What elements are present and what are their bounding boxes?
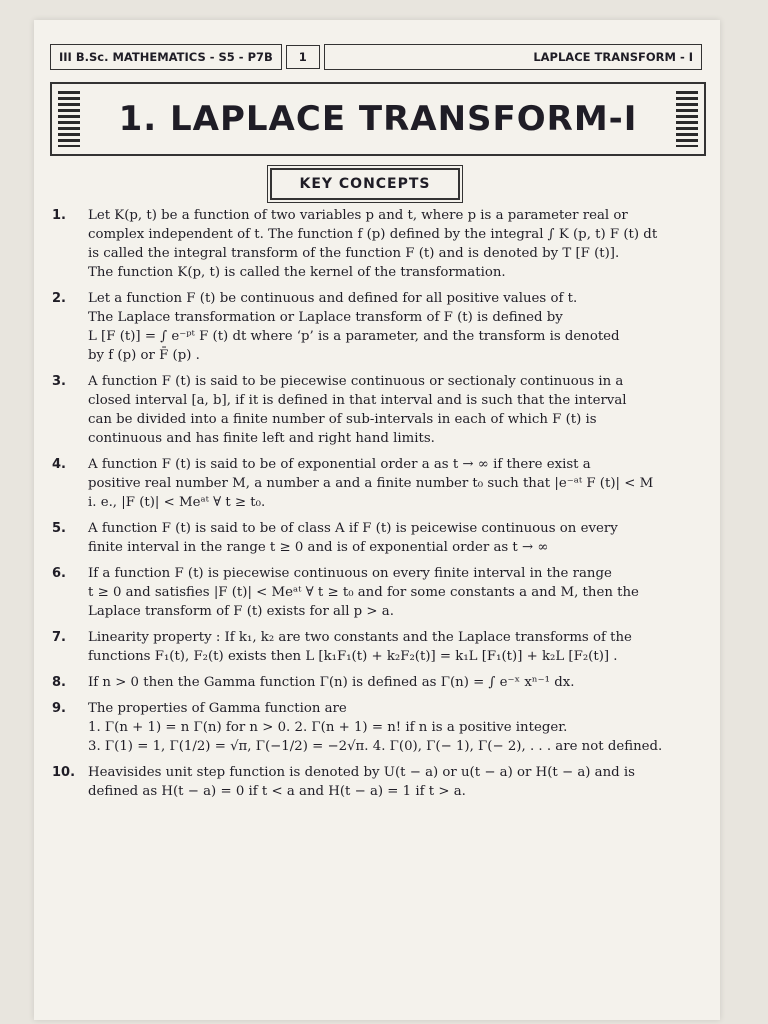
- item-line: finite interval in the range t ≥ 0 and is of exponential order as t → ∞: [88, 540, 549, 555]
- item-text: [88, 673, 708, 692]
- concept-item: [48, 372, 708, 448]
- item-line: The function K(p, t) is called the kernel of the transformation.: [88, 265, 506, 280]
- decorative-stripes-right: [676, 91, 698, 147]
- item-number: 8.: [52, 675, 66, 690]
- decorative-stripes-left: [58, 91, 80, 147]
- item-number: 4.: [52, 457, 66, 472]
- item-line: functions F₁(t), F₂(t) exists then L [k₁F₁(t) + k₂F₂(t)] = k₁L [F₁(t)] + k₂L [F₂(t)] .: [88, 649, 618, 664]
- item-line: A function F (t) is said to be piecewise continuous or sectionaly continuous in a: [88, 374, 624, 389]
- item-line: continuous and has finite left and right hand limits.: [88, 431, 435, 446]
- key-concepts-heading: KEY CONCEPTS: [270, 168, 460, 200]
- concept-item: [48, 673, 708, 692]
- document-page: [34, 20, 720, 1020]
- chapter-title: 1. LAPLACE TRANSFORM-I: [118, 99, 638, 139]
- item-line: Heavisides unit step function is denoted by U(t − a) or u(t − a) or H(t − a) and is: [88, 765, 635, 780]
- item-line: 1. Γ(n + 1) = n Γ(n) for n > 0. 2. Γ(n + 1) = n! if n is a positive integer.: [88, 720, 568, 735]
- item-number: 2.: [52, 291, 66, 306]
- item-line: L [F (t)] = ∫ e⁻ᵖᵗ F (t) dt where ‘p’ is a parameter, and the transform is denoted: [88, 329, 620, 344]
- item-text: [88, 519, 708, 557]
- item-line: by f (p) or F̄ (p) .: [88, 348, 200, 363]
- item-text: [88, 564, 708, 621]
- item-line: 3. Γ(1) = 1, Γ(1/2) = √π, Γ(−1/2) = −2√π. 4. Γ(0), Γ(− 1), Γ(− 2), . . . are not defined.: [88, 739, 663, 754]
- header-chapter: LAPLACE TRANSFORM - I: [324, 44, 702, 70]
- item-number: 6.: [52, 566, 66, 581]
- item-text: [88, 628, 708, 666]
- item-text: [88, 372, 708, 448]
- concept-item: [48, 628, 708, 666]
- item-number: 9.: [52, 701, 66, 716]
- item-line: complex independent of t. The function f (p) defined by the integral ∫ K (p, t) F (t) dt: [88, 227, 658, 242]
- item-line: can be divided into a finite number of sub-intervals in each of which F (t) is: [88, 412, 597, 427]
- concept-item: [48, 519, 708, 557]
- concept-item: [48, 699, 708, 756]
- header-page-number: 1: [286, 45, 320, 69]
- item-line: If a function F (t) is piecewise continuous on every finite interval in the range: [88, 566, 612, 581]
- item-line: positive real number M, a number a and a finite number t₀ such that |e⁻ᵃᵗ F (t)| < M: [88, 476, 654, 491]
- concept-item: [48, 763, 708, 801]
- item-number: 5.: [52, 521, 66, 536]
- item-line: is called the integral transform of the function F (t) and is denoted by T [F (t)].: [88, 246, 620, 261]
- item-number: 1.: [52, 208, 66, 223]
- item-line: A function F (t) is said to be of exponential order a as t → ∞ if there exist a: [88, 457, 591, 472]
- concept-list: [48, 206, 708, 808]
- item-line: closed interval [a, b], if it is defined in that interval and is such that the interval: [88, 393, 627, 408]
- item-line: Let K(p, t) be a function of two variables p and t, where p is a parameter real or: [88, 208, 628, 223]
- item-line: t ≥ 0 and satisfies |F (t)| < Meᵃᵗ ∀ t ≥ t₀ and for some constants a and M, then the: [88, 585, 639, 600]
- item-line: A function F (t) is said to be of class A if F (t) is peicewise continuous on every: [88, 521, 618, 536]
- concept-item: [48, 289, 708, 365]
- item-line: i. e., |F (t)| < Meᵃᵗ ∀ t ≥ t₀.: [88, 495, 266, 510]
- item-text: [88, 289, 708, 365]
- item-text: [88, 455, 708, 512]
- item-number: 10.: [52, 765, 76, 780]
- item-line: Let a function F (t) be continuous and defined for all positive values of t.: [88, 291, 578, 306]
- item-text: [88, 206, 708, 282]
- concept-item: [48, 206, 708, 282]
- header-course: III B.Sc. MATHEMATICS - S5 - P7B: [50, 44, 282, 70]
- item-number: 3.: [52, 374, 66, 389]
- running-header: [50, 42, 702, 72]
- concept-item: [48, 455, 708, 512]
- item-text: [88, 699, 708, 756]
- concept-item: [48, 564, 708, 621]
- item-text: [88, 763, 708, 801]
- item-line: The properties of Gamma function are: [88, 701, 347, 716]
- item-line: Linearity property : If k₁, k₂ are two constants and the Laplace transforms of the: [88, 630, 632, 645]
- item-line: The Laplace transformation or Laplace transform of F (t) is defined by: [88, 310, 563, 325]
- item-line: If n > 0 then the Gamma function Γ(n) is defined as Γ(n) = ∫ e⁻ˣ xⁿ⁻¹ dx.: [88, 675, 575, 690]
- chapter-title-box: [50, 82, 706, 156]
- item-line: defined as H(t − a) = 0 if t < a and H(t − a) = 1 if t > a.: [88, 784, 466, 799]
- item-number: 7.: [52, 630, 66, 645]
- item-line: Laplace transform of F (t) exists for all p > a.: [88, 604, 394, 619]
